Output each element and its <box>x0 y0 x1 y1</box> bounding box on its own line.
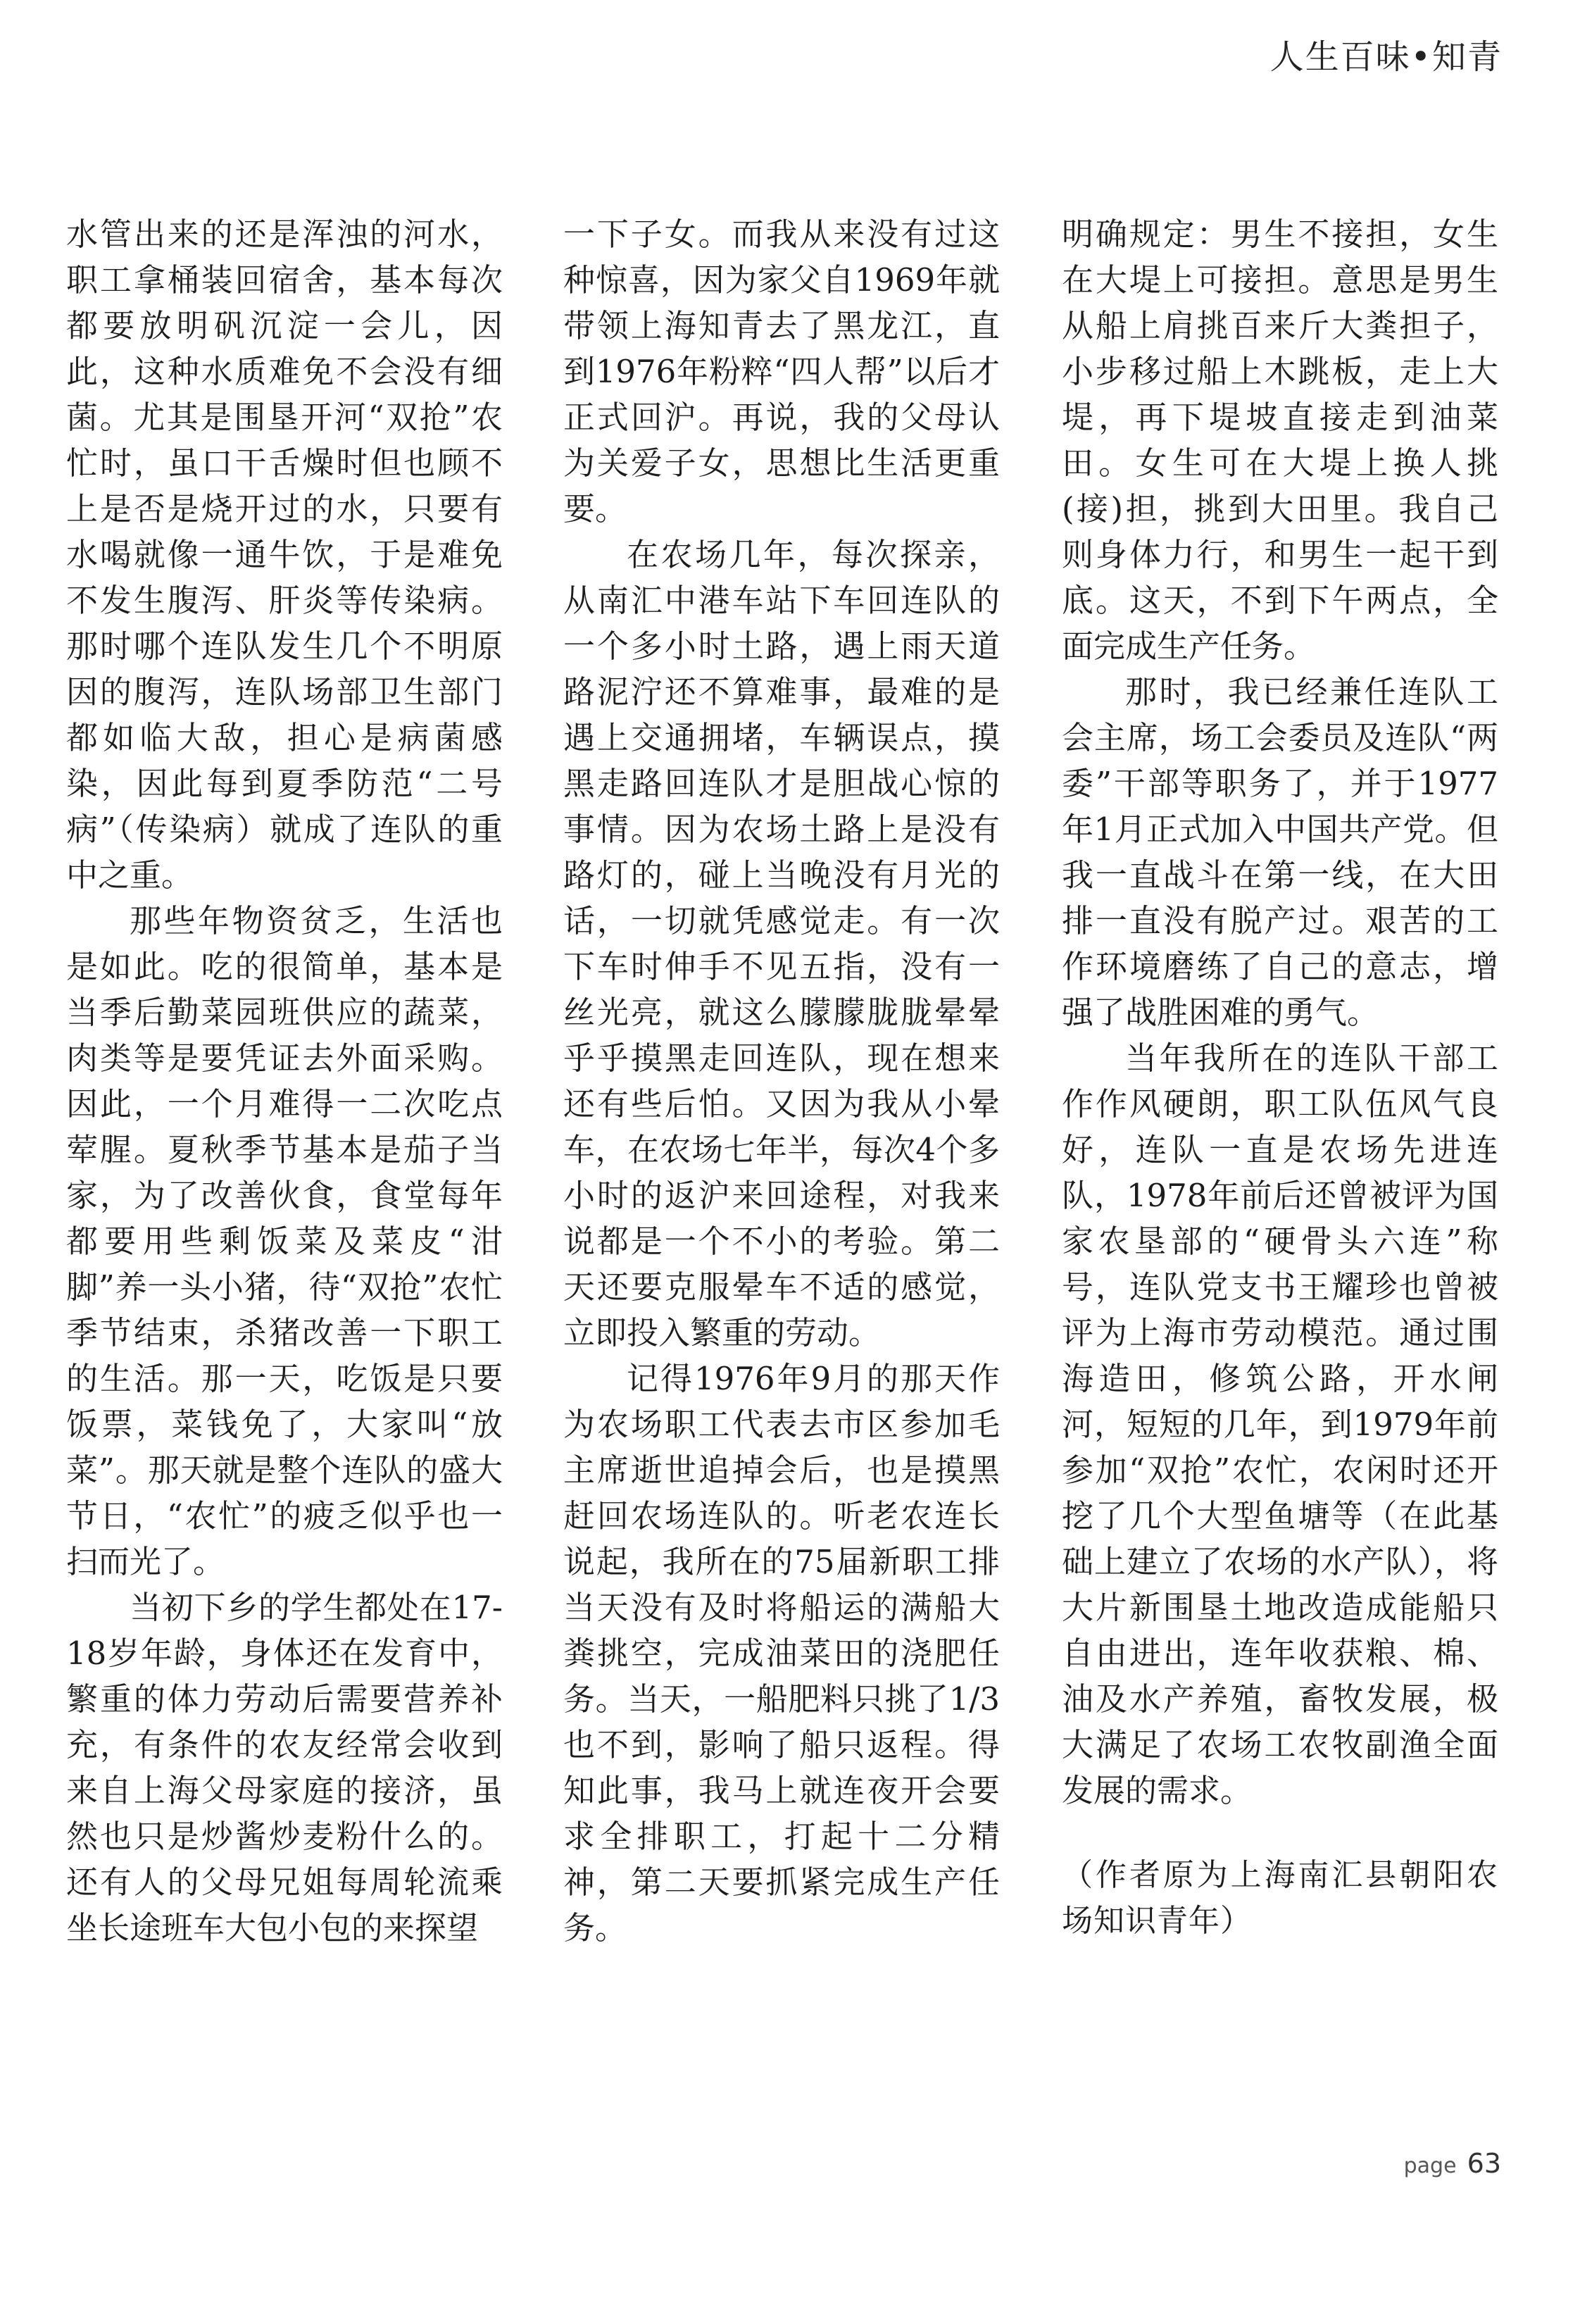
paragraph: 当年我所在的连队干部工作作风硬朗，职工队伍风气良好，连队一直是农场先进连队，1978年前后还曾被评为国家农垦部的“硬骨头六连”称号，连队党支书王耀珍也曾被评为上海市劳动模范。通过围海造田，修筑公路，开水闸河，短短的几年，到1979年前参加“双抢”农忙，农闲时还开挖了几个大型鱼塘等（在此基础上建立了农场的水产队），将大片新围垦土地改造成能船只自由进出，连年收获粮、棉、油及水产养殖，畜牧发展，极大满足了农场工农牧副渔全面发展的需求。 <box>1062 1039 1498 1809</box>
paragraph: 水管出来的还是浑浊的河水，职工拿桶装回宿舍，基本每次都要放明矾沉淀一会儿，因此，这种水质难免不会没有细菌。尤其是围垦开河“双抢”农忙时，虽口干舌燥时但也顾不上是否是烧开过的水，只要有水喝就像一通牛饮，于是难免不发生腹泻、肝炎等传染病。那时哪个连队发生几个不明原因的腹泻，连队场部卫生部门都如临大敌，担心是病菌感染，因此每到夏季防范“二号病”（传染病）就成了连队的重中之重。 <box>66 215 503 894</box>
page-footer <box>1404 2148 1501 2179</box>
text-column-2 <box>563 211 1000 1951</box>
author-note: （作者原为上海南汇县朝阳农场知识青年） <box>1062 1857 1498 1939</box>
paragraph: 在农场几年，每次探亲，从南汇中港车站下车回连队的一个多小时土路，遇上雨天道路泥泞还不算难事，最难的是遇上交通拥堵，车辆误点，摸黑走路回连队才是胆战心惊的事情。因为农场土路上是没有路灯的，碰上当晚没有月光的话，一切就凭感觉走。有一次下车时伸手不见五指，没有一丝光亮，就这么朦朦胧胧晕晕乎乎摸黑走回连队，现在想来还有些后怕。又因为我从小晕车，在农场七年半，每次4个多小时的返沪来回途程，对我来说都是一个不小的考验。第二天还要克服晕车不适的感觉，立即投入繁重的劳动。 <box>563 536 1000 1351</box>
paragraph: 记得1976年9月的那天作为农场职工代表去市区参加毛主席逝世追掉会后，也是摸黑赶回农场连队的。听老农连长说起，我所在的75届新职工排当天没有及时将船运的满船大粪挑空，完成油菜田的浇肥任务。当天，一船肥料只挑了1/3也不到，影响了船只返程。得知此事，我马上就连夜开会要求全排职工，打起十二分精神，第二天要抓紧完成生产任务。 <box>563 1360 1000 1947</box>
text-column-3 <box>1062 211 1498 1944</box>
text-column-1 <box>66 211 503 1951</box>
paragraph: 那时，我已经兼任连队工会主席，场工会委员及连队“两委”干部等职务了，并于1977年1月正式加入中国共产党。但我一直战斗在第一线，在大田排一直没有脱产过。艰苦的工作环境磨练了自己的意志，增强了战胜困难的勇气。 <box>1062 673 1498 1031</box>
page-number: 63 <box>1467 2148 1501 2179</box>
page-label: page <box>1403 2154 1457 2178</box>
paragraph: 明确规定：男生不接担，女生在大堤上可接担。意思是男生从船上肩挑百来斤大粪担子，小步移过船上木跳板，走上大堤，再下堤坡直接走到油菜田。女生可在大堤上换人挑(接)担，挑到大田里。我自己则身体力行，和男生一起干到底。这天，不到下午两点，全面完成生产任务。 <box>1062 215 1498 665</box>
section-header: 人生百味•知青 <box>1269 37 1503 77</box>
paragraph: 一下子女。而我从来没有过这种惊喜，因为家父自1969年就带领上海知青去了黑龙江，直到1976年粉粹“四人帮”以后才正式回沪。再说，我的父母认为关爱子女，思想比生活更重要。 <box>563 215 1000 527</box>
paragraph: 当初下乡的学生都处在17-18岁年龄，身体还在发育中，繁重的体力劳动后需要营养补充，有条件的农友经常会收到来自上海父母家庭的接济，虽然也只是炒酱炒麦粉什么的。还有人的父母兄姐每周轮流乘坐长途班车大包小包的来探望 <box>66 1589 503 1947</box>
paragraph: 那些年物资贫乏，生活也是如此。吃的很简单，基本是当季后勤菜园班供应的蔬菜，肉类等是要凭证去外面采购。因此，一个月难得一二次吃点荤腥。夏秋季节基本是茄子当家，为了改善伙食，食堂每年都要用些剩饭菜及菜皮“泔脚”养一头小猪，待“双抢”农忙季节结束，杀猪改善一下职工的生活。那一天，吃饭是只要饭票，菜钱免了，大家叫“放菜”。那天就是整个连队的盛大节日，“农忙”的疲乏似乎也一扫而光了。 <box>66 902 503 1580</box>
